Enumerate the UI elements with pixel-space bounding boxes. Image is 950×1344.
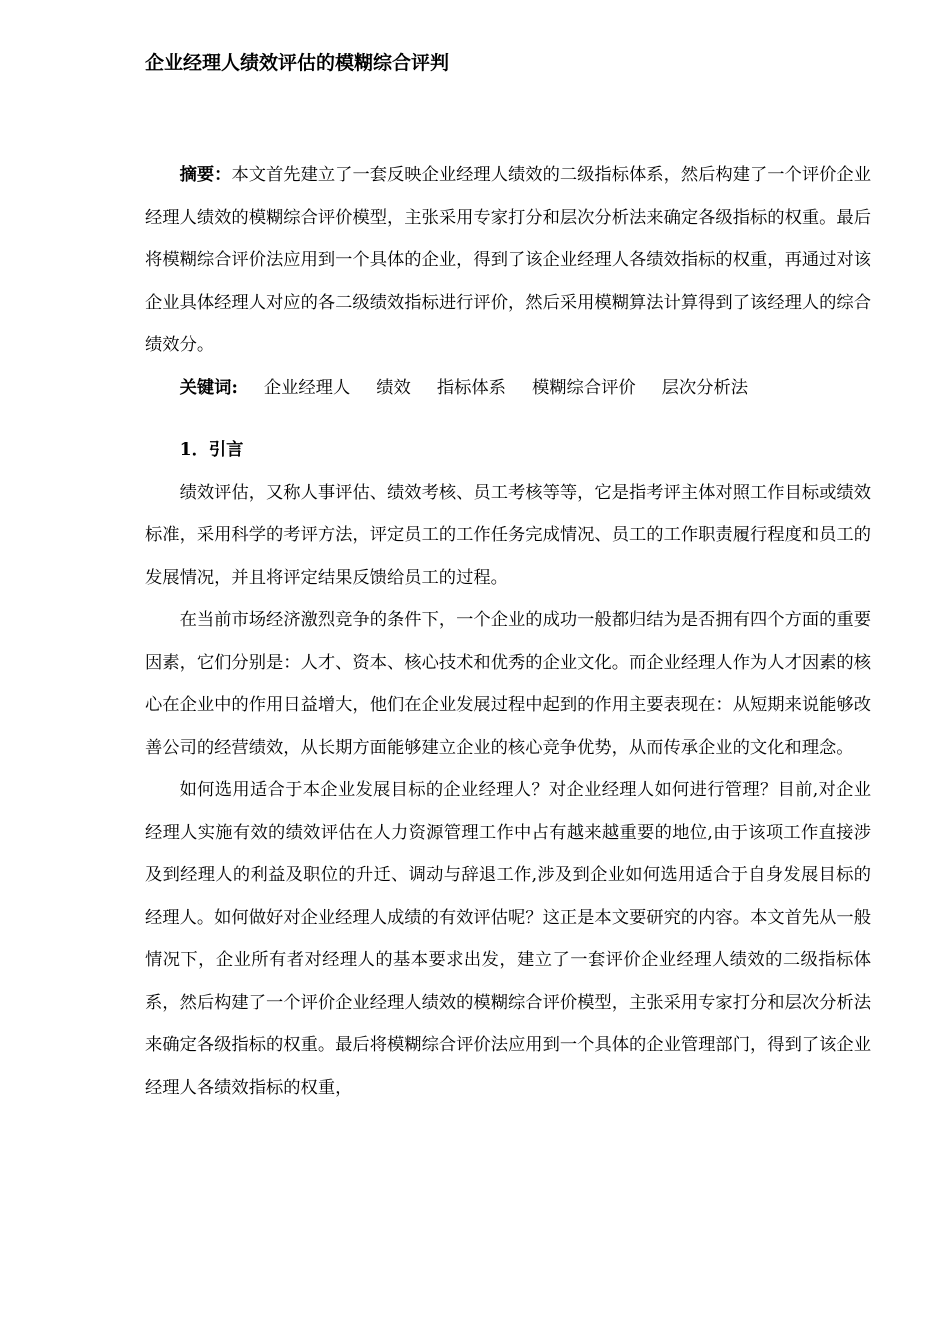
keyword-item: 层次分析法 (661, 377, 749, 398)
abstract-label: 摘要： (179, 165, 232, 185)
body-paragraph: 绩效评估，又称人事评估、绩效考核、员工考核等等，它是指考评主体对照工作目标或绩效标准，采用科学的考评方法，评定员工的工作任务完成情况、员工的工作职责履行程度和员工的发展情况，并且将评定结果反馈给员工的过程。 (145, 482, 871, 588)
body-paragraph: 如何选用适合于本企业发展目标的企业经理人？对企业经理人如何进行管理？目前,对企业经理人实施有效的绩效评估在人力资源管理工作中占有越来越重要的地位,由于该项工作直接涉及到经理人的利益及职位的升迁、调动与辞退工作,涉及到企业如何选用适合于自身发展目标的经理人。如何做好对企业经理人成绩的有效评估呢？这正是本文要研究的内容。本文首先从一般情况下，企业所有者对经理人的基本要求出发，建立了一套评价企业经理人绩效的二级指标体系，然后构建了一个评价企业经理人绩效的模糊综合评价模型，主张采用专家打分和层次分析法来确定各级指标的权重。最后将模糊综合评价法应用到一个具体的企业管理部门，得到了该企业经理人各绩效指标的权重， (145, 780, 871, 1098)
body-paragraph: 在当前市场经济激烈竞争的条件下，一个企业的成功一般都归结为是否拥有四个方面的重要因素，它们分别是：人才、资本、核心技术和优秀的企业文化。而企业经理人作为人才因素的核心在企业中的作用日益增大，他们在企业发展过程中起到的作用主要表现在：从短期来说能够改善公司的经营绩效，从长期方面能够建立企业的核心竞争优势，从而传承企业的文化和理念。 (145, 610, 871, 758)
keyword-item: 企业经理人 (263, 377, 351, 398)
section-heading: 1．引言 (179, 440, 244, 460)
keyword-item: 绩效 (376, 377, 411, 398)
keyword-item: 指标体系 (436, 377, 506, 398)
keyword-item: 模糊综合评价 (531, 377, 636, 398)
abstract-paragraph (145, 154, 871, 367)
keywords-label: 关键词: (179, 377, 238, 398)
paper-title: 企业经理人绩效评估的模糊综合评判 (145, 52, 450, 74)
paper-body (145, 154, 871, 1109)
keywords-line (145, 367, 871, 410)
abstract-text: 本文首先建立了一套反映企业经理人绩效的二级指标体系，然后构建了一个评价企业经理人绩效的模糊综合评价模型，主张采用专家打分和层次分析法来确定各级指标的权重。最后将模糊综合评价法应用到一个具体的企业，得到了该企业经理人各绩效指标的权重，再通过对该企业具体经理人对应的各二级绩效指标进行评价，然后采用模糊算法计算得到了该经理人的综合绩效分。 (145, 165, 871, 355)
